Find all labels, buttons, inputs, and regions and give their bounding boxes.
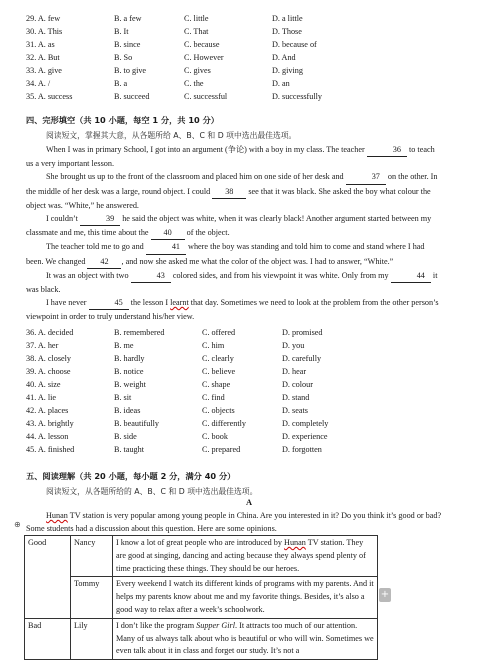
option-d[interactable]: D. seats (282, 406, 308, 415)
reading-intro: Hunan TV station is very popular among young people in China. Are you interested in it? Do you think it’s good or bad? (46, 511, 442, 520)
option-c[interactable]: C. shape (202, 380, 231, 389)
option-a[interactable]: 45. A. finished (26, 445, 75, 454)
option-a[interactable]: 37. A. her (26, 341, 59, 350)
question-43-options (26, 417, 466, 430)
question-30-options (26, 25, 466, 38)
table-row (25, 536, 378, 577)
option-b[interactable]: B. ideas (114, 406, 141, 415)
question-42-options (26, 404, 466, 417)
option-b[interactable]: B. hardly (114, 354, 145, 363)
blank-44[interactable]: 44 (391, 269, 431, 283)
option-d[interactable]: D. Those (272, 27, 302, 36)
opinion-cell: Every weekend I watch its different kinds of programs with my parents. And it helps my parents know about me and my favorite things. Besides, it’s also a good way to relax after a week’s schoolwork. (113, 577, 378, 618)
option-a[interactable]: 29. A. few (26, 14, 61, 23)
option-c[interactable]: C. the (184, 79, 204, 88)
question-41-options (26, 391, 466, 404)
blank-36[interactable]: 36 (367, 143, 407, 157)
option-b[interactable]: B. It (114, 27, 129, 36)
opinions-table (24, 535, 378, 660)
option-b[interactable]: B. succeed (114, 92, 150, 101)
option-b[interactable]: B. taught (114, 445, 145, 454)
option-b[interactable]: B. So (114, 53, 133, 62)
option-d[interactable]: D. And (272, 53, 296, 62)
option-d[interactable]: D. carefully (282, 354, 322, 363)
question-37-options (26, 339, 466, 352)
question-36-options (26, 326, 466, 339)
option-b[interactable]: B. side (114, 432, 137, 441)
reading-intro-2: Some students had a discussion about this question. Here are some opinions. (26, 524, 277, 533)
option-d[interactable]: D. you (282, 341, 305, 350)
question-34-options (26, 77, 466, 90)
option-b[interactable]: B. remembered (114, 328, 165, 337)
table-row (25, 618, 378, 659)
option-a[interactable]: 33. A. give (26, 66, 62, 75)
blank-45[interactable]: 45 (89, 296, 129, 310)
option-d[interactable]: D. completely (282, 419, 329, 428)
option-d[interactable]: D. a little (272, 14, 303, 23)
option-b[interactable]: B. to give (114, 66, 147, 75)
question-38-options (26, 352, 466, 365)
option-a[interactable]: 39. A. choose (26, 367, 71, 376)
option-b[interactable]: B. beautifully (114, 419, 160, 428)
option-c[interactable]: C. That (184, 27, 209, 36)
group-good: Good (25, 536, 71, 619)
blank-39[interactable]: 39 (80, 212, 120, 226)
option-d[interactable]: D. forgotten (282, 445, 322, 454)
option-a[interactable]: 42. A. places (26, 406, 69, 415)
section5-instruction: 阅读短文，从各题所给的 A、B、C 和 D 项中选出最佳选项。 (46, 487, 258, 496)
section5-heading: 五、阅读理解（共 20 小题，每小题 2 分，满分 40 分） (26, 471, 236, 481)
question-35-options (26, 90, 466, 103)
option-b[interactable]: B. weight (114, 380, 146, 389)
option-d[interactable]: D. stand (282, 393, 310, 402)
option-a[interactable]: 40. A. size (26, 380, 61, 389)
option-c[interactable]: C. because (184, 40, 220, 49)
add-row-button[interactable]: + (380, 589, 390, 600)
question-33-options (26, 64, 466, 77)
option-c[interactable]: C. book (202, 432, 228, 441)
name-cell: Lily (71, 618, 113, 659)
question-40-options (26, 378, 466, 391)
group-bad: Bad (25, 618, 71, 659)
question-32-options (26, 51, 466, 64)
question-39-options (26, 365, 466, 378)
option-b[interactable]: B. a few (114, 14, 142, 23)
option-a[interactable]: 38. A. closely (26, 354, 72, 363)
opinion-cell: I know a lot of great people who are introduced by Hunan TV station. They are good at singing, dancing and acting because they always spend plenty of time practicing these things. They should be our heroes. (113, 536, 378, 577)
question-29-options (26, 12, 466, 25)
option-d[interactable]: D. an (272, 79, 290, 88)
option-c[interactable]: C. prepared (202, 445, 241, 454)
option-c[interactable]: C. gives (184, 66, 211, 75)
name-cell: Nancy (71, 536, 113, 577)
option-c[interactable]: C. successful (184, 92, 228, 101)
section4-heading: 四、完形填空（共 10 小题，每空 1 分，共 10 分） (26, 115, 219, 125)
option-d[interactable]: D. hear (282, 367, 307, 376)
table-row (25, 577, 378, 618)
option-b[interactable]: B. sit (114, 393, 132, 402)
option-d[interactable]: D. giving (272, 66, 303, 75)
blank-43[interactable]: 43 (131, 269, 171, 283)
option-a[interactable]: 44. A. lesson (26, 432, 69, 441)
option-c[interactable]: C. objects (202, 406, 235, 415)
option-c[interactable]: C. little (184, 14, 209, 23)
option-c[interactable]: C. believe (202, 367, 236, 376)
blank-38[interactable]: 38 (212, 185, 246, 199)
question-44-options (26, 430, 466, 443)
blank-37[interactable]: 37 (346, 170, 386, 184)
option-c[interactable]: C. him (202, 341, 225, 350)
option-b[interactable]: B. a (114, 79, 128, 88)
option-b[interactable]: B. notice (114, 367, 144, 376)
blank-41[interactable]: 41 (146, 240, 186, 254)
option-a[interactable]: 34. A. / (26, 79, 51, 88)
option-c[interactable]: C. offered (202, 328, 236, 337)
option-d[interactable]: D. experience (282, 432, 328, 441)
option-a[interactable]: 35. A. success (26, 92, 73, 101)
blank-40[interactable]: 40 (151, 226, 185, 240)
passage-letter: A (245, 498, 253, 507)
option-a[interactable]: 36. A. decided (26, 328, 74, 337)
cloze-passage: When I was in primary School, I got into an argument (争论) with a boy in my class. The teacher 36 to teach us a very important lesson. She brought us up to the front of the classroom and placed him on one side of her desk and 37 on the other. In the middle of her desk was a large, round object. I could 38 see that it was black. She asked the boy what colour the object was. “White,” he answered. I couldn’t 39 he said the object was white, when it was clearly black! Another argument started between my classmate and me, this time about the 40 of the object. The teacher told me to go and 41 where the boy was standing and told him to come and stand where I had been. We changed 42 , and now she asked me what the color of the object was. I had to answer, “White.” It was an object with two 43 colored sides, and from his viewpoint it was white. Only from my 44 it was black. I have never 45 the lesson I learnt that day. Sometimes we need to look at the problem from the other person’s viewpoint in order to truly understand his/her view. (26, 145, 439, 322)
option-c[interactable]: C. find (202, 393, 225, 402)
option-b[interactable]: B. me (114, 341, 134, 350)
option-d[interactable]: D. colour (282, 380, 313, 389)
option-c[interactable]: C. However (184, 53, 224, 62)
option-c[interactable]: C. clearly (202, 354, 234, 363)
option-a[interactable]: 41. A. lie (26, 393, 57, 402)
question-31-options (26, 38, 466, 51)
option-a[interactable]: 32. A. But (26, 53, 60, 62)
table-move-icon[interactable]: ⊕ (14, 520, 21, 529)
opinion-cell: I don’t like the program Supper Girl. It attracts too much of our attention. Many of us always talk about who is beautiful or who will win. Sometimes we even talk about it in class and forget our study. It’s not a (113, 618, 378, 659)
option-b[interactable]: B. since (114, 40, 141, 49)
option-d[interactable]: D. successfully (272, 92, 323, 101)
option-a[interactable]: 31. A. as (26, 40, 55, 49)
name-cell: Tommy (71, 577, 113, 618)
option-a[interactable]: 43. A. brightly (26, 419, 74, 428)
section4-instruction: 阅读短文，掌握其大意，从各题所给 A、B、C 和 D 项中选出最佳选项。 (46, 131, 297, 140)
blank-42[interactable]: 42 (87, 255, 121, 269)
option-d[interactable]: D. promised (282, 328, 323, 337)
option-d[interactable]: D. because of (272, 40, 317, 49)
option-c[interactable]: C. differently (202, 419, 246, 428)
question-45-options (26, 443, 466, 456)
option-a[interactable]: 30. A. This (26, 27, 63, 36)
